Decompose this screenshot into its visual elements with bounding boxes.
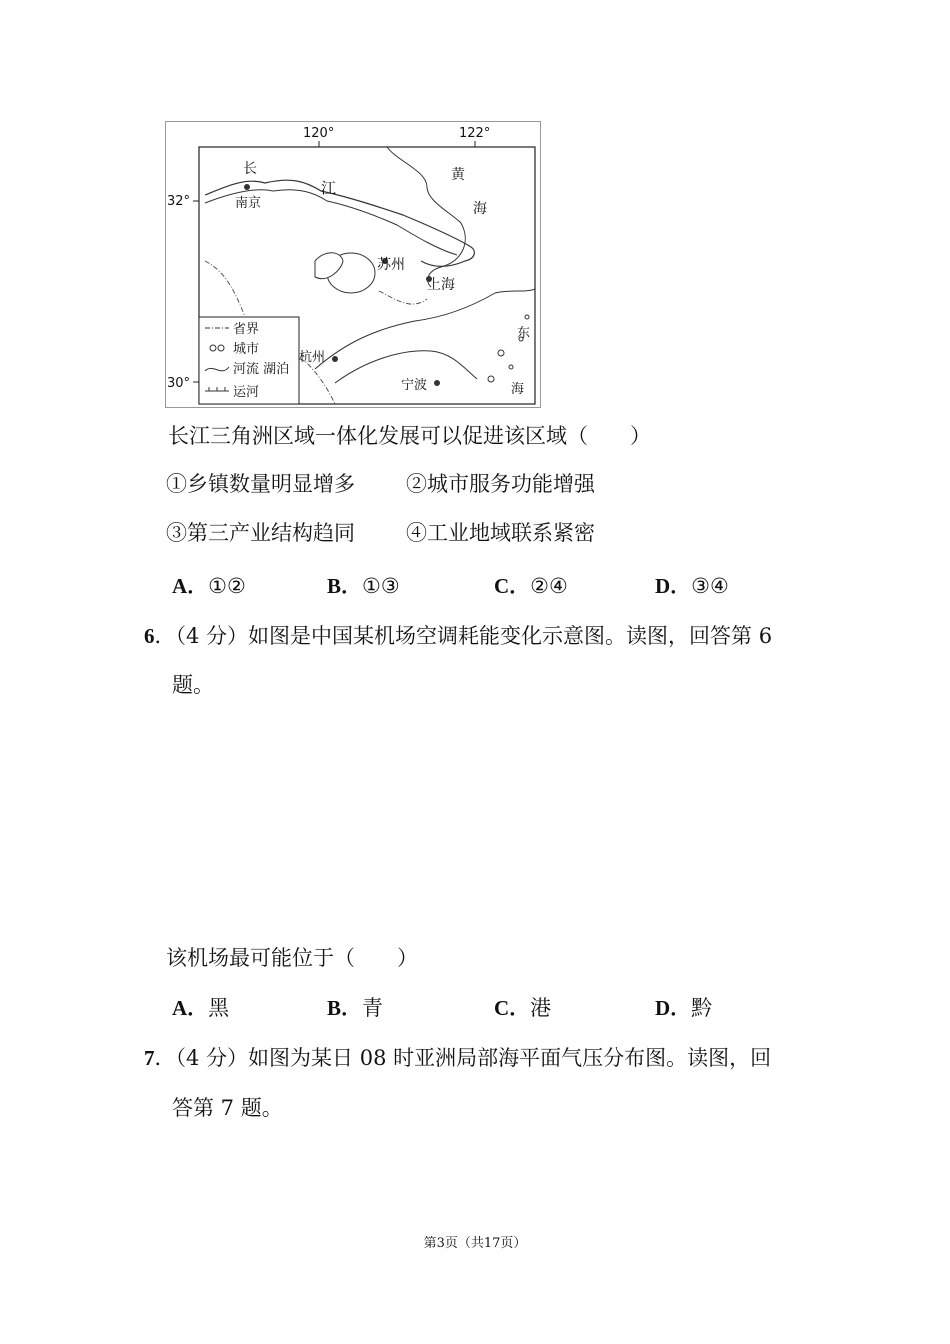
q5-stem: 长江三角洲区域一体化发展可以促进该区域（ ）	[168, 424, 651, 448]
q6-intro-cont: 题。	[172, 673, 214, 697]
label-suzhou: 苏州	[377, 257, 405, 273]
label-ningbo: 宁波	[401, 378, 428, 393]
q7-number: 7	[144, 1046, 155, 1070]
q7-intro	[144, 1048, 771, 1069]
label-chang: 长	[243, 161, 257, 177]
lat-label-30: 30°	[167, 376, 191, 391]
map-legend	[199, 317, 299, 404]
label-hai-yellow: 海	[473, 201, 487, 217]
option-letter: D．	[655, 996, 692, 1020]
q6-intro-text: ．（4 分）如图是中国某机场空调耗能变化示意图。读图，回答第 6	[154, 624, 773, 648]
yangtze-delta-map	[165, 121, 541, 408]
q6-stem: 该机场最可能位于（ ）	[166, 946, 418, 970]
q5-option-d[interactable]	[655, 576, 729, 597]
legend-river-lake: 河流 湖泊	[233, 362, 290, 377]
lon-label-120: 120°	[303, 126, 335, 141]
option-text: 青	[362, 996, 384, 1020]
option-letter: C．	[494, 574, 531, 598]
q5-item-3: ③第三产业结构趋同	[166, 521, 355, 545]
option-letter: A．	[172, 996, 209, 1020]
option-text: ②④	[530, 574, 568, 598]
q7-intro-cont: 答第 7 题。	[172, 1096, 283, 1120]
option-text: ①③	[362, 574, 400, 598]
q6-number: 6	[144, 624, 155, 648]
q5-item-2: ②城市服务功能增强	[406, 472, 595, 496]
legend-canal: 运河	[233, 385, 260, 400]
option-letter: B．	[327, 996, 363, 1020]
lat-label-32: 32°	[167, 194, 191, 209]
label-hangzhou: 杭州	[299, 350, 326, 365]
label-hai-east: 海	[511, 382, 525, 397]
legend-province-border: 省界	[233, 322, 260, 337]
label-huang: 黄	[451, 167, 465, 183]
option-letter: D．	[655, 574, 692, 598]
q6-option-b[interactable]	[327, 998, 383, 1019]
q5-option-b[interactable]	[327, 576, 400, 597]
option-text: ③④	[691, 574, 729, 598]
q5-item-1: ①乡镇数量明显增多	[166, 472, 355, 496]
label-dong: 东	[517, 326, 531, 341]
option-letter: B．	[327, 574, 363, 598]
label-nanjing: 南京	[235, 196, 262, 211]
option-text: 黑	[208, 996, 230, 1020]
q6-intro	[144, 626, 772, 647]
q5-option-a[interactable]	[172, 576, 246, 597]
page-footer: 第3页（共17页）	[423, 1236, 527, 1251]
option-letter: C．	[494, 996, 531, 1020]
lon-label-122: 122°	[459, 126, 491, 141]
option-text: ①②	[208, 574, 246, 598]
q7-intro-text: ．（4 分）如图为某日 08 时亚洲局部海平面气压分布图。读图，回	[154, 1046, 772, 1070]
q6-option-a[interactable]	[172, 998, 229, 1019]
option-letter: A．	[172, 574, 209, 598]
q5-item-4: ④工业地域联系紧密	[406, 521, 595, 545]
q6-option-c[interactable]	[494, 998, 551, 1019]
label-shanghai: 上海	[427, 277, 455, 293]
q6-option-d[interactable]	[655, 998, 712, 1019]
option-text: 黔	[691, 996, 713, 1020]
q5-option-c[interactable]	[494, 576, 568, 597]
label-jiang: 江	[321, 179, 337, 197]
option-text: 港	[530, 996, 552, 1020]
legend-city: 城市	[233, 342, 260, 357]
